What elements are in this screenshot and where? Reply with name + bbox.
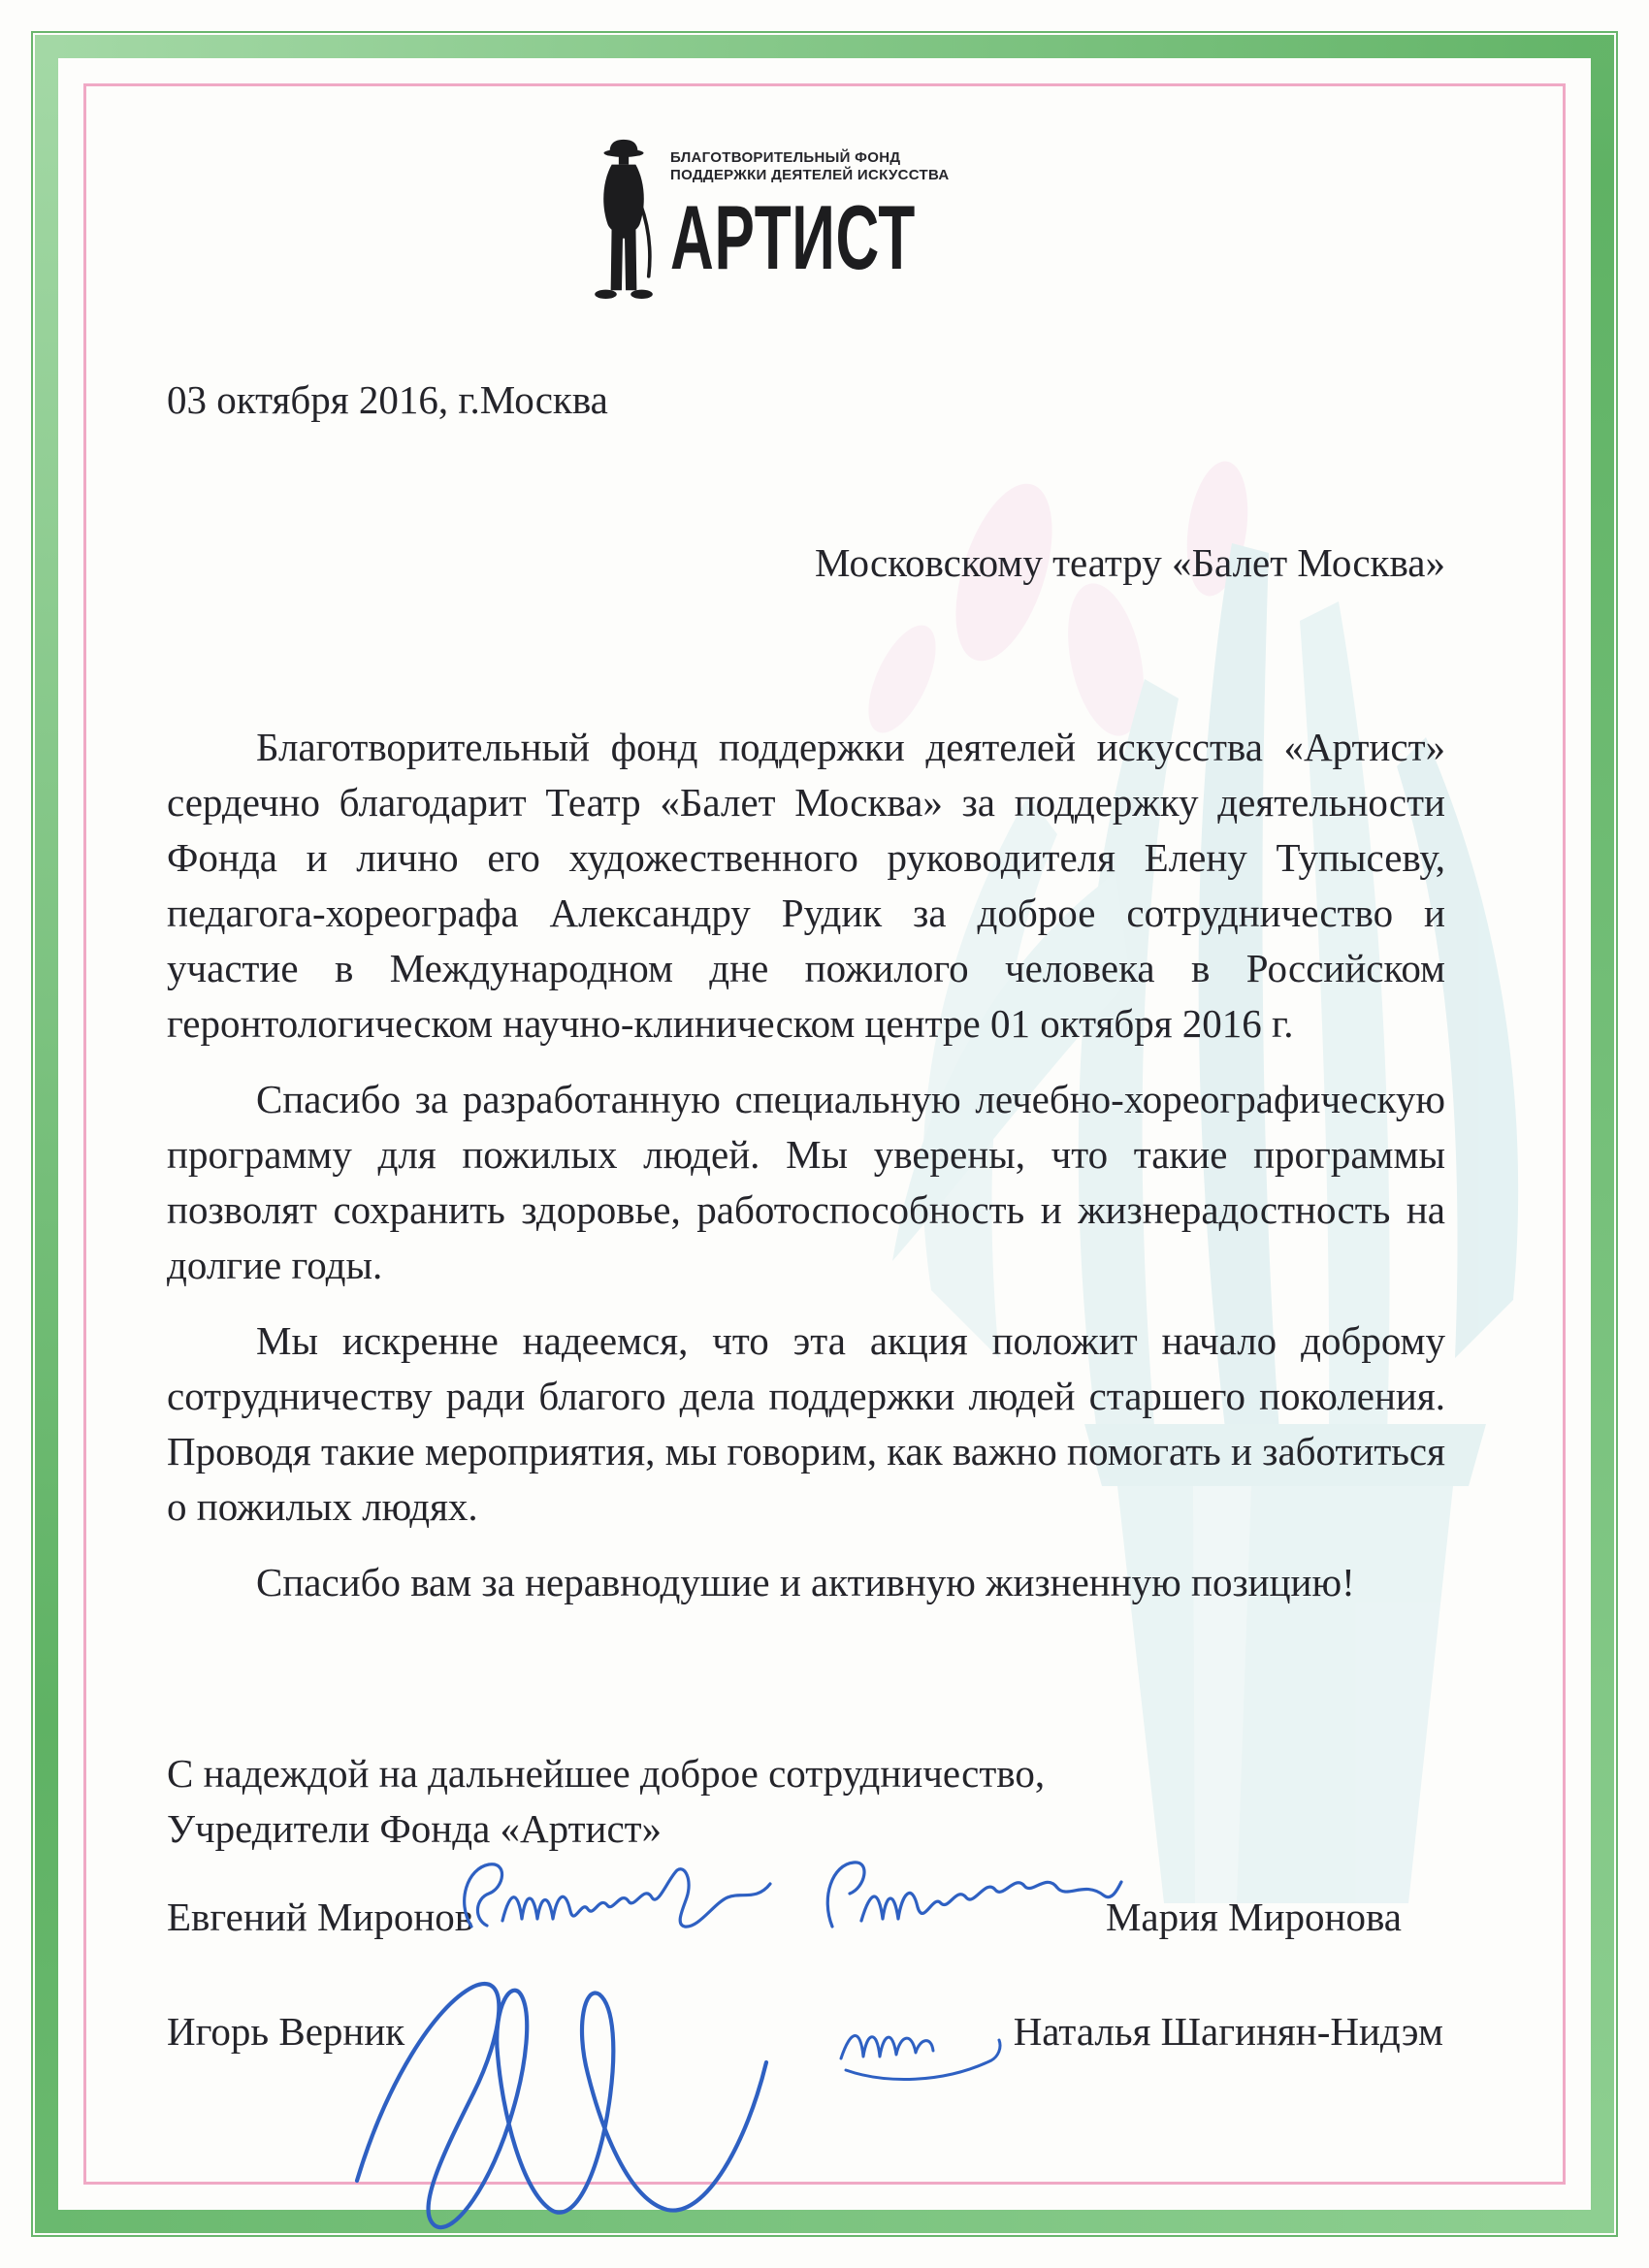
signatory-maria-mironova: Мария Миронова — [1105, 1895, 1402, 1939]
signatory-igor-vernik: Игорь Верник — [167, 2009, 405, 2054]
dateline: 03 октября 2016, г.Москва — [167, 377, 608, 422]
addressee: Московскому театру «Балет Москва» — [815, 540, 1445, 585]
signature-maria-mironova — [803, 1839, 1123, 1951]
logo-brand-text: АРТИСТ — [670, 186, 916, 288]
logo-tagline-line2: ПОДДЕРЖКИ ДЕЯТЕЛЕЙ ИСКУССТВА — [670, 167, 950, 183]
signatory-evgeny-mironov: Евгений Миронов — [167, 1895, 474, 1939]
closing-line-2: Учредители Фонда «Артист» — [167, 1806, 663, 1851]
signatory-natalya-shaginyan: Наталья Шагинян-Нидэм — [1013, 2009, 1443, 2054]
closing-line-1: С надеждой на дальнейшее доброе сотрудничество, — [167, 1751, 1046, 1796]
logo-tagline — [670, 149, 1042, 184]
paragraph-4: Спасибо вам за неравнодушие и активную жизненную позицию! — [256, 1560, 1355, 1604]
paragraph-1: Благотворительный фонд поддержки деятелей искусства «Артист» сердечно благодарит Театр «Балет Москва» за поддержку деятельности Фонда и лично его художественного руководителя Елену Тупысеву, педагога-хореографа Александру Рудик за доброе сотрудничество и участие в Международном дне пожилого человека в Российском геронтологическом научно-клиническом центре 01 октября 2016 г. — [167, 725, 1445, 1046]
signature-evgeny-mironov — [454, 1841, 784, 1958]
paragraph-3: Мы искренне надеемся, что эта акция положит начало доброму сотрудничеству ради благого дела поддержки людей старшего поколения. Проводя такие мероприятия, мы говорим, как важно помогать и заботиться о пожилых людях. — [167, 1318, 1445, 1529]
logo-text-block — [670, 134, 1042, 288]
signature-natalya-shaginyan — [826, 2000, 1011, 2102]
chaplin-silhouette-icon — [589, 138, 659, 324]
letter-body — [167, 720, 1445, 1631]
logo-tagline-line1: БЛАГОТВОРИТЕЛЬНЫЙ ФОНД — [670, 149, 901, 166]
paragraph-2: Спасибо за разработанную специальную лечебно-хореографическую программу для пожилых людей. Мы уверены, что такие программы позволят сохранить здоровье, работоспособность и жизнерадостность на долгие годы. — [167, 1077, 1445, 1287]
signature-igor-vernik — [328, 1948, 784, 2239]
foundation-logo — [589, 134, 1042, 324]
